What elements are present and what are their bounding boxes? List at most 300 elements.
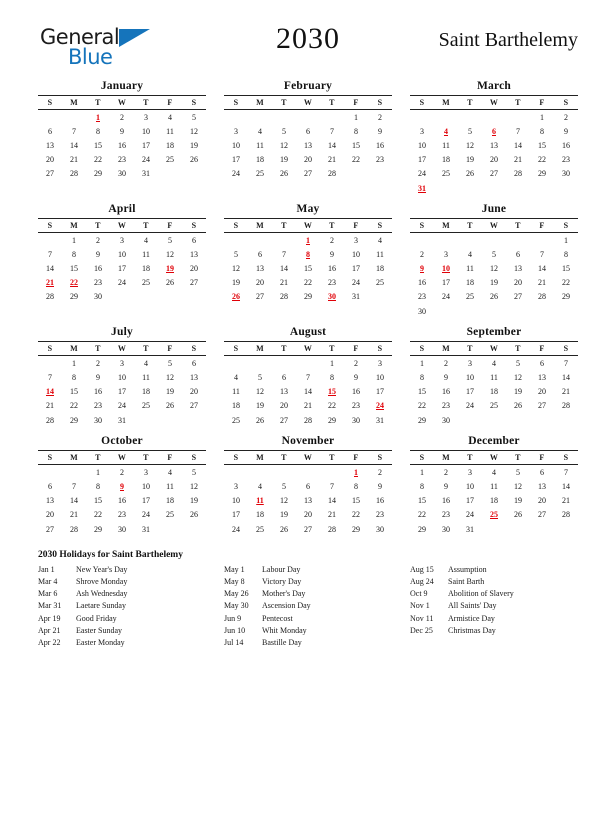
day-cell[interactable]: 4 xyxy=(168,112,172,122)
day-cell[interactable]: 28 xyxy=(562,401,570,411)
day-cell-holiday[interactable]: 10 xyxy=(442,264,450,274)
day-cell[interactable]: 11 xyxy=(442,140,450,150)
day-cell[interactable]: 23 xyxy=(94,401,102,411)
day-cell-holiday[interactable]: 1 xyxy=(96,112,100,122)
day-cell[interactable]: 27 xyxy=(46,169,54,179)
day-cell[interactable]: 1 xyxy=(564,235,568,245)
day-cell[interactable]: 27 xyxy=(190,278,198,288)
day-cell[interactable]: 17 xyxy=(118,264,126,274)
day-cell[interactable]: 4 xyxy=(378,235,382,245)
day-cell[interactable]: 3 xyxy=(420,126,424,136)
day-cell[interactable]: 15 xyxy=(304,264,312,274)
day-cell[interactable]: 29 xyxy=(328,415,336,425)
day-cell[interactable]: 1 xyxy=(540,112,544,122)
day-cell[interactable]: 27 xyxy=(514,292,522,302)
day-cell[interactable]: 18 xyxy=(232,401,240,411)
day-cell[interactable]: 23 xyxy=(376,510,384,520)
day-cell[interactable]: 6 xyxy=(258,249,262,259)
day-cell[interactable]: 29 xyxy=(70,292,78,302)
day-cell-holiday[interactable]: 25 xyxy=(490,510,498,520)
day-cell[interactable]: 24 xyxy=(232,524,240,534)
day-cell[interactable]: 31 xyxy=(352,292,360,302)
day-cell-holiday[interactable]: 21 xyxy=(46,278,54,288)
day-cell[interactable]: 2 xyxy=(96,235,100,245)
day-cell[interactable]: 30 xyxy=(118,169,126,179)
day-cell[interactable]: 15 xyxy=(70,264,78,274)
day-cell[interactable]: 11 xyxy=(256,140,264,150)
day-cell[interactable]: 27 xyxy=(304,524,312,534)
day-cell[interactable]: 20 xyxy=(304,155,312,165)
day-cell[interactable]: 24 xyxy=(118,401,126,411)
day-cell-holiday[interactable]: 6 xyxy=(492,126,496,136)
day-cell[interactable]: 22 xyxy=(352,155,360,165)
day-cell[interactable]: 23 xyxy=(118,510,126,520)
day-cell[interactable]: 16 xyxy=(442,496,450,506)
day-cell[interactable]: 20 xyxy=(190,264,198,274)
day-cell[interactable]: 9 xyxy=(444,373,448,383)
day-cell[interactable]: 7 xyxy=(564,358,568,368)
day-cell[interactable]: 12 xyxy=(490,264,498,274)
day-cell[interactable]: 7 xyxy=(72,126,76,136)
day-cell[interactable]: 29 xyxy=(562,292,570,302)
day-cell[interactable]: 18 xyxy=(490,496,498,506)
day-cell[interactable]: 25 xyxy=(442,169,450,179)
day-cell[interactable]: 22 xyxy=(94,510,102,520)
day-cell-holiday[interactable]: 26 xyxy=(232,292,240,302)
day-cell-holiday[interactable]: 15 xyxy=(328,387,336,397)
day-cell[interactable]: 6 xyxy=(540,358,544,368)
day-cell[interactable]: 23 xyxy=(352,401,360,411)
day-cell[interactable]: 3 xyxy=(378,358,382,368)
day-cell[interactable]: 25 xyxy=(256,169,264,179)
day-cell[interactable]: 29 xyxy=(304,292,312,302)
day-cell[interactable]: 19 xyxy=(256,401,264,411)
day-cell-holiday[interactable]: 9 xyxy=(120,481,124,491)
day-cell[interactable]: 18 xyxy=(142,387,150,397)
day-cell[interactable]: 24 xyxy=(232,169,240,179)
day-cell[interactable]: 11 xyxy=(376,249,384,259)
day-cell[interactable]: 27 xyxy=(304,169,312,179)
day-cell[interactable]: 25 xyxy=(490,401,498,411)
day-cell[interactable]: 25 xyxy=(376,278,384,288)
day-cell[interactable]: 16 xyxy=(562,140,570,150)
day-cell[interactable]: 27 xyxy=(256,292,264,302)
day-cell[interactable]: 2 xyxy=(96,358,100,368)
day-cell[interactable]: 17 xyxy=(352,264,360,274)
day-cell[interactable]: 23 xyxy=(94,278,102,288)
day-cell[interactable]: 2 xyxy=(564,112,568,122)
day-cell[interactable]: 16 xyxy=(94,387,102,397)
day-cell[interactable]: 17 xyxy=(118,387,126,397)
day-cell[interactable]: 28 xyxy=(514,169,522,179)
day-cell[interactable]: 20 xyxy=(514,278,522,288)
day-cell[interactable]: 17 xyxy=(376,387,384,397)
day-cell[interactable]: 15 xyxy=(562,264,570,274)
day-cell[interactable]: 10 xyxy=(466,481,474,491)
day-cell[interactable]: 31 xyxy=(142,169,150,179)
day-cell[interactable]: 2 xyxy=(378,467,382,477)
day-cell[interactable]: 5 xyxy=(258,373,262,383)
day-cell[interactable]: 20 xyxy=(46,155,54,165)
day-cell[interactable]: 30 xyxy=(442,415,450,425)
day-cell[interactable]: 16 xyxy=(352,387,360,397)
day-cell[interactable]: 13 xyxy=(190,249,198,259)
day-cell[interactable]: 12 xyxy=(190,481,198,491)
day-cell[interactable]: 26 xyxy=(280,524,288,534)
day-cell[interactable]: 19 xyxy=(466,155,474,165)
day-cell[interactable]: 13 xyxy=(256,264,264,274)
day-cell[interactable]: 16 xyxy=(328,264,336,274)
day-cell[interactable]: 29 xyxy=(94,169,102,179)
day-cell-holiday[interactable]: 31 xyxy=(418,183,426,193)
day-cell[interactable]: 19 xyxy=(190,496,198,506)
day-cell[interactable]: 23 xyxy=(118,155,126,165)
day-cell[interactable]: 19 xyxy=(280,155,288,165)
day-cell[interactable]: 5 xyxy=(516,358,520,368)
day-cell[interactable]: 8 xyxy=(420,481,424,491)
day-cell[interactable]: 26 xyxy=(466,169,474,179)
day-cell[interactable]: 27 xyxy=(538,401,546,411)
day-cell[interactable]: 15 xyxy=(418,387,426,397)
day-cell[interactable]: 30 xyxy=(118,524,126,534)
day-cell[interactable]: 3 xyxy=(354,235,358,245)
day-cell[interactable]: 10 xyxy=(352,249,360,259)
day-cell[interactable]: 17 xyxy=(466,496,474,506)
day-cell[interactable]: 18 xyxy=(256,155,264,165)
day-cell[interactable]: 18 xyxy=(376,264,384,274)
day-cell[interactable]: 6 xyxy=(282,373,286,383)
day-cell[interactable]: 16 xyxy=(118,140,126,150)
day-cell[interactable]: 31 xyxy=(142,524,150,534)
day-cell[interactable]: 14 xyxy=(562,373,570,383)
day-cell[interactable]: 30 xyxy=(94,415,102,425)
day-cell[interactable]: 5 xyxy=(516,467,520,477)
day-cell[interactable]: 6 xyxy=(516,249,520,259)
day-cell[interactable]: 7 xyxy=(48,249,52,259)
day-cell[interactable]: 25 xyxy=(466,292,474,302)
day-cell[interactable]: 6 xyxy=(306,126,310,136)
day-cell[interactable]: 15 xyxy=(70,387,78,397)
day-cell[interactable]: 7 xyxy=(540,249,544,259)
day-cell-holiday[interactable]: 24 xyxy=(376,401,384,411)
day-cell-holiday[interactable]: 30 xyxy=(328,292,336,302)
day-cell[interactable]: 2 xyxy=(444,467,448,477)
day-cell[interactable]: 14 xyxy=(328,140,336,150)
day-cell[interactable]: 10 xyxy=(118,373,126,383)
day-cell[interactable]: 4 xyxy=(468,249,472,259)
day-cell[interactable]: 17 xyxy=(142,496,150,506)
day-cell[interactable]: 11 xyxy=(166,126,174,136)
day-cell[interactable]: 14 xyxy=(304,387,312,397)
day-cell[interactable]: 5 xyxy=(282,126,286,136)
day-cell[interactable]: 9 xyxy=(96,249,100,259)
day-cell[interactable]: 7 xyxy=(516,126,520,136)
day-cell[interactable]: 12 xyxy=(514,373,522,383)
day-cell[interactable]: 20 xyxy=(256,278,264,288)
day-cell[interactable]: 13 xyxy=(190,373,198,383)
day-cell[interactable]: 18 xyxy=(166,496,174,506)
day-cell[interactable]: 24 xyxy=(142,510,150,520)
day-cell[interactable]: 7 xyxy=(306,373,310,383)
day-cell[interactable]: 5 xyxy=(192,112,196,122)
day-cell[interactable]: 22 xyxy=(352,510,360,520)
day-cell[interactable]: 24 xyxy=(442,292,450,302)
day-cell-holiday[interactable]: 11 xyxy=(256,496,264,506)
day-cell[interactable]: 3 xyxy=(468,358,472,368)
day-cell[interactable]: 4 xyxy=(144,358,148,368)
day-cell[interactable]: 17 xyxy=(418,155,426,165)
day-cell[interactable]: 19 xyxy=(232,278,240,288)
day-cell[interactable]: 20 xyxy=(280,401,288,411)
day-cell[interactable]: 3 xyxy=(468,467,472,477)
day-cell[interactable]: 26 xyxy=(280,169,288,179)
day-cell[interactable]: 7 xyxy=(282,249,286,259)
day-cell[interactable]: 23 xyxy=(562,155,570,165)
day-cell[interactable]: 13 xyxy=(490,140,498,150)
day-cell[interactable]: 11 xyxy=(232,387,240,397)
day-cell[interactable]: 13 xyxy=(538,373,546,383)
day-cell[interactable]: 28 xyxy=(46,292,54,302)
day-cell[interactable]: 8 xyxy=(330,373,334,383)
day-cell-holiday[interactable]: 14 xyxy=(46,387,54,397)
day-cell[interactable]: 23 xyxy=(376,155,384,165)
day-cell[interactable]: 14 xyxy=(70,496,78,506)
day-cell[interactable]: 4 xyxy=(168,467,172,477)
day-cell[interactable]: 28 xyxy=(304,415,312,425)
day-cell[interactable]: 12 xyxy=(280,496,288,506)
day-cell-holiday[interactable]: 4 xyxy=(444,126,448,136)
day-cell[interactable]: 24 xyxy=(118,278,126,288)
day-cell[interactable]: 9 xyxy=(330,249,334,259)
day-cell[interactable]: 3 xyxy=(144,467,148,477)
day-cell[interactable]: 4 xyxy=(492,467,496,477)
day-cell[interactable]: 29 xyxy=(94,524,102,534)
day-cell[interactable]: 21 xyxy=(70,510,78,520)
day-cell[interactable]: 5 xyxy=(468,126,472,136)
day-cell[interactable]: 19 xyxy=(514,496,522,506)
day-cell[interactable]: 12 xyxy=(190,126,198,136)
day-cell[interactable]: 1 xyxy=(96,467,100,477)
day-cell[interactable]: 10 xyxy=(142,481,150,491)
day-cell[interactable]: 21 xyxy=(70,155,78,165)
day-cell[interactable]: 24 xyxy=(418,169,426,179)
day-cell[interactable]: 23 xyxy=(442,510,450,520)
day-cell[interactable]: 7 xyxy=(330,126,334,136)
day-cell[interactable]: 31 xyxy=(118,415,126,425)
day-cell[interactable]: 7 xyxy=(72,481,76,491)
day-cell[interactable]: 30 xyxy=(562,169,570,179)
day-cell[interactable]: 2 xyxy=(378,112,382,122)
day-cell[interactable]: 8 xyxy=(96,126,100,136)
day-cell[interactable]: 8 xyxy=(354,126,358,136)
day-cell[interactable]: 9 xyxy=(378,126,382,136)
day-cell[interactable]: 5 xyxy=(492,249,496,259)
day-cell[interactable]: 12 xyxy=(232,264,240,274)
day-cell[interactable]: 26 xyxy=(190,155,198,165)
day-cell[interactable]: 13 xyxy=(280,387,288,397)
day-cell[interactable]: 18 xyxy=(466,278,474,288)
day-cell[interactable]: 10 xyxy=(232,140,240,150)
day-cell[interactable]: 3 xyxy=(144,112,148,122)
day-cell[interactable]: 13 xyxy=(46,496,54,506)
day-cell[interactable]: 1 xyxy=(420,467,424,477)
day-cell[interactable]: 5 xyxy=(234,249,238,259)
day-cell[interactable]: 8 xyxy=(420,373,424,383)
day-cell[interactable]: 1 xyxy=(354,112,358,122)
day-cell[interactable]: 6 xyxy=(540,467,544,477)
day-cell[interactable]: 18 xyxy=(166,140,174,150)
day-cell[interactable]: 4 xyxy=(234,373,238,383)
day-cell[interactable]: 21 xyxy=(328,510,336,520)
day-cell-holiday[interactable]: 1 xyxy=(306,235,310,245)
day-cell[interactable]: 10 xyxy=(376,373,384,383)
day-cell-holiday[interactable]: 19 xyxy=(166,264,174,274)
day-cell[interactable]: 10 xyxy=(232,496,240,506)
day-cell[interactable]: 24 xyxy=(352,278,360,288)
day-cell[interactable]: 17 xyxy=(232,510,240,520)
day-cell[interactable]: 28 xyxy=(562,510,570,520)
day-cell[interactable]: 3 xyxy=(120,358,124,368)
day-cell[interactable]: 16 xyxy=(94,264,102,274)
day-cell[interactable]: 26 xyxy=(166,278,174,288)
day-cell[interactable]: 5 xyxy=(168,358,172,368)
day-cell[interactable]: 15 xyxy=(94,140,102,150)
day-cell[interactable]: 25 xyxy=(166,155,174,165)
day-cell[interactable]: 17 xyxy=(142,140,150,150)
day-cell[interactable]: 22 xyxy=(538,155,546,165)
day-cell[interactable]: 27 xyxy=(280,415,288,425)
day-cell[interactable]: 19 xyxy=(190,140,198,150)
day-cell[interactable]: 14 xyxy=(514,140,522,150)
day-cell[interactable]: 3 xyxy=(234,481,238,491)
day-cell[interactable]: 31 xyxy=(466,524,474,534)
day-cell[interactable]: 1 xyxy=(420,358,424,368)
day-cell[interactable]: 21 xyxy=(328,155,336,165)
day-cell[interactable]: 26 xyxy=(190,510,198,520)
day-cell[interactable]: 28 xyxy=(46,415,54,425)
day-cell[interactable]: 15 xyxy=(418,496,426,506)
day-cell[interactable]: 14 xyxy=(562,481,570,491)
day-cell[interactable]: 3 xyxy=(444,249,448,259)
day-cell[interactable]: 28 xyxy=(70,524,78,534)
day-cell[interactable]: 18 xyxy=(442,155,450,165)
day-cell[interactable]: 4 xyxy=(258,481,262,491)
day-cell[interactable]: 16 xyxy=(418,278,426,288)
day-cell[interactable]: 27 xyxy=(190,401,198,411)
day-cell[interactable]: 26 xyxy=(490,292,498,302)
day-cell[interactable]: 15 xyxy=(352,496,360,506)
day-cell[interactable]: 13 xyxy=(304,496,312,506)
day-cell[interactable]: 15 xyxy=(538,140,546,150)
day-cell[interactable]: 26 xyxy=(514,510,522,520)
day-cell[interactable]: 2 xyxy=(444,358,448,368)
day-cell[interactable]: 12 xyxy=(280,140,288,150)
day-cell[interactable]: 17 xyxy=(442,278,450,288)
day-cell[interactable]: 22 xyxy=(70,401,78,411)
day-cell[interactable]: 19 xyxy=(490,278,498,288)
day-cell[interactable]: 15 xyxy=(94,496,102,506)
day-cell[interactable]: 9 xyxy=(354,373,358,383)
day-cell[interactable]: 30 xyxy=(442,524,450,534)
day-cell[interactable]: 31 xyxy=(376,415,384,425)
day-cell[interactable]: 17 xyxy=(466,387,474,397)
day-cell[interactable]: 11 xyxy=(490,373,498,383)
day-cell[interactable]: 13 xyxy=(514,264,522,274)
day-cell[interactable]: 3 xyxy=(234,126,238,136)
day-cell[interactable]: 16 xyxy=(118,496,126,506)
day-cell[interactable]: 20 xyxy=(538,496,546,506)
day-cell[interactable]: 29 xyxy=(418,524,426,534)
day-cell[interactable]: 12 xyxy=(166,249,174,259)
day-cell[interactable]: 22 xyxy=(562,278,570,288)
day-cell[interactable]: 2 xyxy=(330,235,334,245)
day-cell[interactable]: 4 xyxy=(144,235,148,245)
day-cell[interactable]: 27 xyxy=(490,169,498,179)
day-cell[interactable]: 11 xyxy=(490,481,498,491)
day-cell[interactable]: 9 xyxy=(378,481,382,491)
day-cell[interactable]: 28 xyxy=(328,169,336,179)
day-cell[interactable]: 10 xyxy=(466,373,474,383)
day-cell[interactable]: 27 xyxy=(46,524,54,534)
day-cell[interactable]: 14 xyxy=(328,496,336,506)
day-cell[interactable]: 20 xyxy=(190,387,198,397)
day-cell[interactable]: 23 xyxy=(328,278,336,288)
day-cell[interactable]: 1 xyxy=(72,358,76,368)
day-cell[interactable]: 24 xyxy=(142,155,150,165)
day-cell[interactable]: 8 xyxy=(72,249,76,259)
day-cell[interactable]: 10 xyxy=(142,126,150,136)
day-cell[interactable]: 2 xyxy=(354,358,358,368)
day-cell[interactable]: 28 xyxy=(538,292,546,302)
day-cell[interactable]: 5 xyxy=(168,235,172,245)
day-cell[interactable]: 24 xyxy=(466,510,474,520)
day-cell[interactable]: 30 xyxy=(94,292,102,302)
day-cell[interactable]: 8 xyxy=(72,373,76,383)
day-cell[interactable]: 12 xyxy=(514,481,522,491)
day-cell[interactable]: 20 xyxy=(46,510,54,520)
day-cell[interactable]: 25 xyxy=(142,278,150,288)
day-cell[interactable]: 4 xyxy=(492,358,496,368)
day-cell[interactable]: 25 xyxy=(232,415,240,425)
day-cell[interactable]: 28 xyxy=(328,524,336,534)
day-cell[interactable]: 7 xyxy=(48,373,52,383)
day-cell[interactable]: 23 xyxy=(418,292,426,302)
day-cell[interactable]: 15 xyxy=(352,140,360,150)
day-cell[interactable]: 22 xyxy=(304,278,312,288)
day-cell[interactable]: 2 xyxy=(420,249,424,259)
day-cell[interactable]: 13 xyxy=(46,140,54,150)
day-cell[interactable]: 29 xyxy=(418,415,426,425)
day-cell-holiday[interactable]: 22 xyxy=(70,278,78,288)
day-cell[interactable]: 14 xyxy=(280,264,288,274)
day-cell[interactable]: 4 xyxy=(258,126,262,136)
day-cell[interactable]: 11 xyxy=(466,264,474,274)
day-cell[interactable]: 19 xyxy=(166,387,174,397)
day-cell[interactable]: 16 xyxy=(442,387,450,397)
day-cell[interactable]: 5 xyxy=(282,481,286,491)
day-cell[interactable]: 29 xyxy=(70,415,78,425)
day-cell[interactable]: 5 xyxy=(192,467,196,477)
day-cell[interactable]: 12 xyxy=(166,373,174,383)
day-cell[interactable]: 21 xyxy=(562,387,570,397)
day-cell[interactable]: 10 xyxy=(418,140,426,150)
day-cell[interactable]: 12 xyxy=(466,140,474,150)
day-cell[interactable]: 7 xyxy=(564,467,568,477)
day-cell[interactable]: 21 xyxy=(46,401,54,411)
day-cell[interactable]: 9 xyxy=(564,126,568,136)
day-cell[interactable]: 20 xyxy=(490,155,498,165)
day-cell[interactable]: 8 xyxy=(354,481,358,491)
